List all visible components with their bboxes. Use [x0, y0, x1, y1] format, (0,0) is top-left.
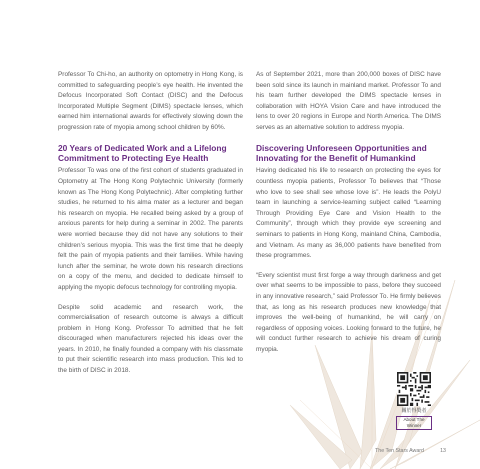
left-column — [58, 70, 243, 386]
footer-award-title: The Ten Stars Award — [375, 448, 424, 454]
page-number: 13 — [440, 448, 446, 454]
qr-caption-chinese: 關於得獎者 — [401, 408, 427, 414]
right-paragraph-3: “Every scientist must first forge a way through darkness and get over what seems to be impossible to pass, before they succeed in any innovative research,” said Professor To. He firmly believes that, as long as his research produces new knowledge that improves the well-being of humankind, he will carry on regardless of opposing voices. Looking forward to the future, he will conduct further research to achieve his dream of curing myopia. — [256, 271, 441, 353]
section-heading-lifelong-commitment: 20 Years of Dedicated Work and a Lifelong Commitment to Protecting Eye Health — [58, 142, 227, 163]
qr-code-block[interactable] — [396, 372, 432, 430]
right-paragraph-2: Having dedicated his life to research on protecting the eyes for countless myopia patients, Professor To believes that “Those who love to see shall see whose love is”. He leads the PolyU team in launching a service-learning subject called “Learning Through Providing Eye Care and Vision Health to the Community”, through which they provide eye screening and seminars to patients in Hong Kong, mainland China, Cambodia, and Vietnam. As many as 36,000 patients have benefited from these programmes. — [256, 167, 441, 260]
left-paragraph-3: Despite solid academic and research work, the commercialisation of research outcome is always a difficult problem in Hong Kong. Professor To admitted that he felt discouraged when manufacturers rejected his ideas over the years. In 2010, he finally founded a company with his classmate to put their scientific research into mass production. This led to the birth of DISC in 2018. — [58, 303, 243, 375]
right-column — [256, 70, 441, 364]
qr-caption-english: About The Winner — [396, 416, 432, 430]
qr-code-icon[interactable] — [397, 372, 431, 406]
right-paragraph-1: As of September 2021, more than 200,000 boxes of DISC have been sold since its launch in mainland market. Professor To and his team further developed the DIMS spectacle lenses in collaboration with HOYA Vision Care and have introduced the lens to over 20 regions in Europe and North America. The DIMS serves as an alternative solution to address myopia. — [256, 71, 441, 131]
left-paragraph-1: Professor To Chi-ho, an authority on optometry in Hong Kong, is committed to safeguarding people’s eye health. He invented the Defocus Incorporated Soft Contact (DISC) and the Defocus Incorporated Multiple Segment (DIMS) spectacle lenses, which earned him international awards for effectively slowing down the progression rate of myopia among school children by 60%. — [58, 71, 243, 131]
section-heading-unforeseen-opportunities: Discovering Unforeseen Opportunities and Innovating for the Benefit of Humankind — [256, 142, 427, 163]
left-paragraph-2: Professor To was one of the first cohort of students graduated in Optometry at The Hong Kong Polytechnic University (formerly known as The Hong Kong Polytechnic). After completing further studies, he returned to his alma mater as a lecturer and began his research on myopia. He recalled being asked by a group of anxious parents for help during a seminar in 2002. The parents were worried because they did not have any solutions to their children’s serious myopia. This was the first time that he deeply felt the pain of myopia patients and their families. While having lunch after the seminar, he wrote down his research directions on a copy of the menu, and decided to dedicate himself to applying the myopic defocus technology for controlling myopia. — [58, 167, 243, 291]
